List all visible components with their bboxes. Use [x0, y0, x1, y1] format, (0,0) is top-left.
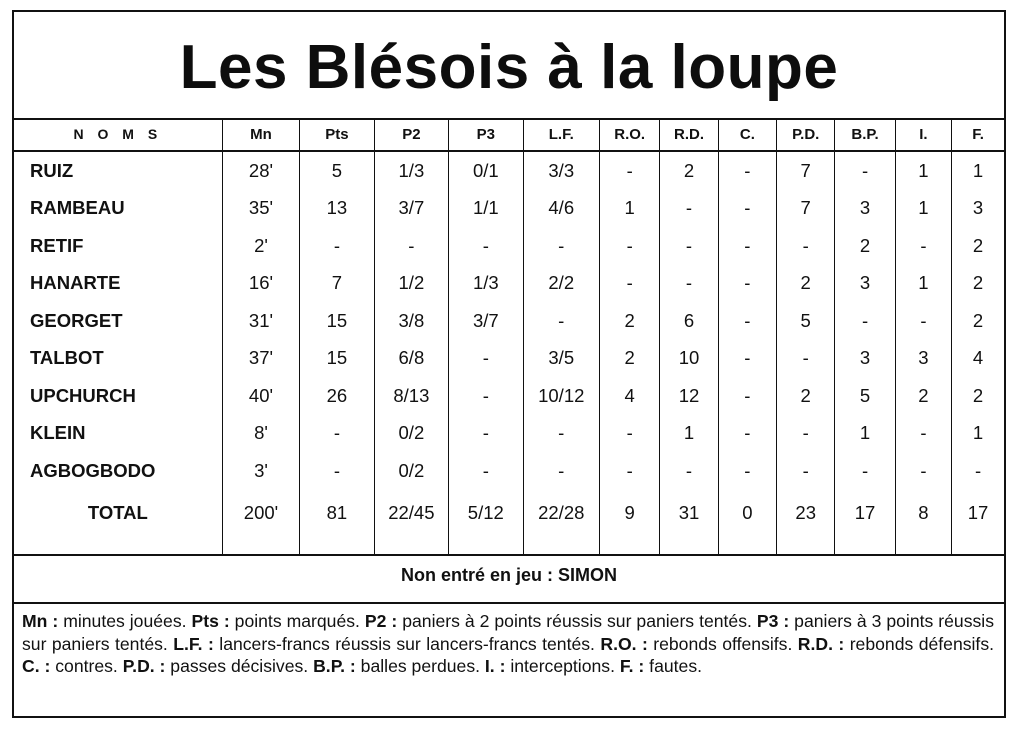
- table-row: [14, 340, 1004, 378]
- player-name-cell: RUIZ: [30, 159, 74, 181]
- stat-cell: 2: [599, 302, 659, 340]
- legend-definition: fautes.: [644, 656, 703, 676]
- legend-abbreviation: C. :: [22, 656, 51, 676]
- stat-cell: 1: [952, 415, 1004, 453]
- stat-cell: 2: [952, 302, 1004, 340]
- stat-cell: -: [599, 227, 659, 265]
- total-cell: 17: [835, 490, 895, 555]
- page-title: Les Blésois à la loupe: [14, 16, 1004, 120]
- stat-cell: 31': [222, 302, 299, 340]
- stat-cell: 15: [300, 340, 374, 378]
- stat-cell: -: [718, 340, 776, 378]
- legend-abbreviation: Pts :: [191, 611, 230, 631]
- column-header: R.D.: [660, 118, 718, 151]
- legend-definition: passes décisives.: [165, 656, 314, 676]
- stat-cell: 4/6: [523, 190, 599, 228]
- stat-cell: -: [523, 227, 599, 265]
- table-row: [14, 265, 1004, 303]
- stat-cell: 1: [660, 415, 718, 453]
- total-cell: 22/28: [523, 490, 599, 555]
- total-cell: 23: [777, 490, 835, 555]
- stat-cell: 3: [835, 340, 895, 378]
- stats-box: [12, 10, 1006, 718]
- stat-cell: -: [449, 377, 523, 415]
- stat-cell: 2: [835, 227, 895, 265]
- stat-cell: -: [660, 265, 718, 303]
- stat-cell: 7: [777, 190, 835, 228]
- column-header: I.: [895, 118, 951, 151]
- stat-cell: 40': [222, 377, 299, 415]
- stat-cell: 1: [895, 265, 951, 303]
- total-cell: 22/45: [374, 490, 448, 555]
- stat-cell: -: [660, 227, 718, 265]
- stat-cell: -: [777, 415, 835, 453]
- stat-cell: 5: [777, 302, 835, 340]
- table-row: [14, 227, 1004, 265]
- stat-cell: 2: [952, 377, 1004, 415]
- stat-cell: 8/13: [374, 377, 448, 415]
- stat-cell: 1: [599, 190, 659, 228]
- table-row: [14, 302, 1004, 340]
- legend-definition: rebonds défensifs.: [844, 633, 995, 654]
- total-cell: 31: [660, 490, 718, 555]
- stat-cell: -: [300, 227, 374, 265]
- stat-cell: -: [835, 151, 895, 190]
- stat-cell: -: [660, 452, 718, 490]
- stat-cell: 10/12: [523, 377, 599, 415]
- stat-cell: -: [599, 265, 659, 303]
- stat-cell: -: [895, 302, 951, 340]
- stat-cell: 4: [952, 340, 1004, 378]
- legend-definition: rebonds offensifs.: [647, 633, 798, 654]
- total-cell: 200': [222, 490, 299, 555]
- legend-definition: balles perdues.: [355, 656, 485, 676]
- legend-definition: paniers à 3 points réussis sur paniers tentés.: [22, 611, 994, 654]
- stat-cell: 1/1: [449, 190, 523, 228]
- stat-cell: 3: [952, 190, 1004, 228]
- legend-definition: points marqués.: [229, 611, 365, 631]
- column-header: P2: [374, 118, 448, 151]
- column-header: Pts: [300, 118, 374, 151]
- stat-cell: 2: [777, 377, 835, 415]
- total-cell: 17: [952, 490, 1004, 555]
- stat-cell: 8': [222, 415, 299, 453]
- stat-cell: 7: [777, 151, 835, 190]
- total-cell: 0: [718, 490, 776, 555]
- column-header: L.F.: [523, 118, 599, 151]
- table-row: [14, 190, 1004, 228]
- player-name-cell: TALBOT: [30, 347, 104, 369]
- stat-cell: -: [835, 302, 895, 340]
- stat-cell: -: [777, 340, 835, 378]
- stat-cell: 0/2: [374, 452, 448, 490]
- table-row: [14, 452, 1004, 490]
- stat-cell: -: [599, 415, 659, 453]
- stat-cell: -: [300, 415, 374, 453]
- column-header-names: N O M S: [14, 118, 222, 151]
- player-name-cell: KLEIN: [30, 422, 86, 444]
- stat-cell: 6: [660, 302, 718, 340]
- stat-cell: -: [449, 415, 523, 453]
- stat-cell: 1: [895, 190, 951, 228]
- stat-cell: -: [374, 227, 448, 265]
- total-label-cell: TOTAL: [14, 490, 222, 555]
- total-cell: 81: [300, 490, 374, 555]
- column-header: Mn: [222, 118, 299, 151]
- stat-cell: -: [718, 265, 776, 303]
- stat-cell: 1: [952, 151, 1004, 190]
- stat-cell: 2: [660, 151, 718, 190]
- stat-cell: -: [523, 415, 599, 453]
- legend-abbreviation: L.F. :: [173, 633, 214, 654]
- column-header: P.D.: [777, 118, 835, 151]
- abbreviation-legend: [22, 610, 994, 678]
- stat-cell: 2: [599, 340, 659, 378]
- stat-cell: 5: [300, 151, 374, 190]
- non-entered-note: Non entré en jeu : SIMON: [14, 548, 1004, 604]
- table-row: [14, 151, 1004, 190]
- stat-cell: -: [300, 452, 374, 490]
- total-cell: 9: [599, 490, 659, 555]
- stat-cell: -: [835, 452, 895, 490]
- stat-cell: 3/3: [523, 151, 599, 190]
- table-row: [14, 377, 1004, 415]
- stat-cell: 3: [895, 340, 951, 378]
- stat-cell: -: [718, 190, 776, 228]
- stat-cell: 28': [222, 151, 299, 190]
- stat-cell: 16': [222, 265, 299, 303]
- stat-cell: 1/2: [374, 265, 448, 303]
- stat-cell: -: [777, 227, 835, 265]
- stat-cell: -: [895, 452, 951, 490]
- stat-cell: -: [449, 452, 523, 490]
- stat-cell: -: [718, 377, 776, 415]
- stat-cell: 26: [300, 377, 374, 415]
- stat-cell: 5: [835, 377, 895, 415]
- stat-cell: -: [777, 452, 835, 490]
- stat-cell: 1: [835, 415, 895, 453]
- column-header: R.O.: [599, 118, 659, 151]
- legend-abbreviation: P2 :: [364, 611, 398, 631]
- stat-cell: -: [599, 452, 659, 490]
- stat-cell: 13: [300, 190, 374, 228]
- legend-definition: contres.: [50, 656, 123, 676]
- legend-abbreviation: Mn :: [22, 611, 59, 631]
- stat-cell: 3/8: [374, 302, 448, 340]
- stat-cell: 12: [660, 377, 718, 415]
- player-name-cell: AGBOGBODO: [30, 459, 156, 481]
- legend-abbreviation: F. :: [619, 656, 645, 676]
- legend-abbreviation: R.D. :: [797, 633, 845, 654]
- player-name-cell: RAMBEAU: [30, 197, 125, 219]
- stat-cell: -: [718, 227, 776, 265]
- stat-cell: 2/2: [523, 265, 599, 303]
- legend-abbreviation: P3 :: [756, 611, 790, 631]
- stat-cell: 35': [222, 190, 299, 228]
- stat-cell: 37': [222, 340, 299, 378]
- stat-cell: -: [449, 340, 523, 378]
- legend-definition: interceptions.: [505, 656, 620, 676]
- stat-cell: 2': [222, 227, 299, 265]
- legend-definition: minutes jouées.: [58, 611, 192, 631]
- stat-cell: 6/8: [374, 340, 448, 378]
- stat-cell: -: [599, 151, 659, 190]
- player-stats-table: [14, 118, 1004, 556]
- stat-cell: 2: [777, 265, 835, 303]
- stat-cell: 3/5: [523, 340, 599, 378]
- total-cell: 8: [895, 490, 951, 555]
- stat-cell: -: [718, 452, 776, 490]
- stat-cell: 1/3: [374, 151, 448, 190]
- stat-cell: 3: [835, 190, 895, 228]
- table-body: [14, 151, 1004, 490]
- stat-cell: -: [718, 151, 776, 190]
- stat-cell: 0/1: [449, 151, 523, 190]
- player-name-cell: GEORGET: [30, 309, 123, 331]
- stat-cell: 1: [895, 151, 951, 190]
- stat-cell: -: [895, 415, 951, 453]
- stat-cell: 3/7: [449, 302, 523, 340]
- stat-cell: 2: [895, 377, 951, 415]
- stat-cell: -: [449, 227, 523, 265]
- stat-cell: -: [523, 302, 599, 340]
- legend-definition: lancers-francs réussis sur lancers-francs tentés.: [213, 633, 601, 654]
- stat-cell: 2: [952, 227, 1004, 265]
- legend-abbreviation: B.P. :: [313, 656, 356, 676]
- stat-cell: 3': [222, 452, 299, 490]
- stat-cell: -: [895, 227, 951, 265]
- stat-cell: 0/2: [374, 415, 448, 453]
- column-header: B.P.: [835, 118, 895, 151]
- stat-cell: 4: [599, 377, 659, 415]
- stat-cell: 10: [660, 340, 718, 378]
- stat-cell: -: [718, 415, 776, 453]
- column-header: C.: [718, 118, 776, 151]
- stat-cell: 1/3: [449, 265, 523, 303]
- stat-cell: 2: [952, 265, 1004, 303]
- legend-abbreviation: R.O. :: [600, 633, 648, 654]
- player-name-cell: UPCHURCH: [30, 384, 136, 406]
- table-total-row: [14, 490, 1004, 555]
- legend-abbreviation: I. :: [484, 656, 506, 676]
- player-name-cell: RETIF: [30, 234, 84, 256]
- player-name-cell: HANARTE: [30, 272, 121, 294]
- total-cell: 5/12: [449, 490, 523, 555]
- stat-cell: 7: [300, 265, 374, 303]
- stat-cell: -: [718, 302, 776, 340]
- column-header: P3: [449, 118, 523, 151]
- table-header-row: [14, 118, 1004, 151]
- column-header: F.: [952, 118, 1004, 151]
- stat-cell: -: [952, 452, 1004, 490]
- stat-cell: 15: [300, 302, 374, 340]
- table-row: [14, 415, 1004, 453]
- legend-abbreviation: P.D. :: [122, 656, 166, 676]
- stat-cell: -: [660, 190, 718, 228]
- stat-cell: -: [523, 452, 599, 490]
- legend-definition: paniers à 2 points réussis sur paniers tentés.: [397, 611, 757, 631]
- stat-cell: 3/7: [374, 190, 448, 228]
- stat-cell: 3: [835, 265, 895, 303]
